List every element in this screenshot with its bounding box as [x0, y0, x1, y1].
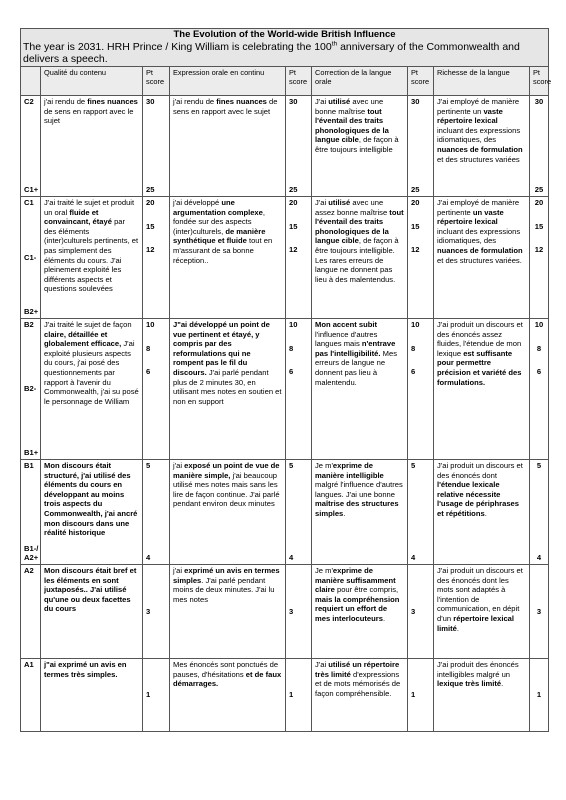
level-cell [21, 460, 41, 565]
text-segment: et des structures variées. [437, 255, 522, 265]
text-segment: Je m' [315, 566, 333, 575]
level-stack [24, 461, 37, 563]
text-segment: utilisé [328, 97, 351, 106]
score-stack [533, 198, 545, 317]
score-value: 12 [289, 245, 298, 255]
score-cell [530, 319, 549, 460]
text-segment: . [501, 679, 504, 689]
richesse-cell [434, 197, 530, 319]
text-segment: Mes erreurs de langue ne donnent pas lieu à malentendu. [315, 348, 397, 387]
intro-text [23, 41, 546, 65]
score-value: 20 [411, 198, 420, 207]
intro-before: The year is 2031. HRH Prince / King William is celebrating the 100 [23, 41, 332, 53]
text-segment: utilisé [328, 198, 351, 207]
expression-cell [170, 319, 286, 460]
score-cell [286, 659, 312, 732]
text-segment: j'ai [173, 461, 185, 470]
level-label: B2+ [24, 307, 39, 317]
score-value: 4 [536, 553, 542, 563]
score-stack [146, 566, 166, 657]
score-value: 12 [146, 245, 155, 255]
text-segment: tout en m'assurant de sa bonne réception.. [173, 236, 273, 265]
text-segment: J'ai employé de manière pertinente un [437, 97, 520, 116]
text-segment: n'entrave pas l'intelligibilité. [315, 339, 396, 358]
score-value: 5 [411, 461, 416, 470]
text-segment: et des structures variées [437, 154, 520, 164]
text-segment: fines nuances [216, 97, 267, 106]
score-cell [408, 565, 434, 659]
score-value: 15 [534, 221, 544, 231]
header-level [21, 67, 41, 96]
text-segment: l'influence d'autres langues mais [315, 329, 378, 349]
level-label: B1-/ A2+ [24, 543, 39, 563]
score-cell [286, 319, 312, 460]
score-value: 1 [146, 690, 151, 700]
score-stack [533, 461, 545, 563]
text-segment: l'étendue lexicale relative nécessite l'usage de périphrases et répétitions [437, 480, 519, 518]
correction-cell [312, 96, 408, 197]
text-segment: Mon accent subit [315, 320, 378, 329]
level-stack [24, 97, 37, 195]
text-segment: Je m' [315, 461, 333, 470]
score-stack [411, 566, 430, 657]
score-cell [530, 659, 549, 732]
level-label: C1 [24, 198, 34, 207]
level-label: B1+ [24, 448, 39, 458]
score-value: 30 [411, 97, 420, 106]
score-stack [146, 660, 166, 730]
text-segment: un vaste répertoire lexical [437, 207, 504, 227]
score-value: 3 [146, 606, 151, 616]
score-stack [411, 461, 430, 563]
score-cell [143, 96, 170, 197]
expression-cell [170, 96, 286, 197]
score-value: 25 [411, 185, 420, 195]
score-cell [408, 197, 434, 319]
score-value: 30 [534, 97, 544, 106]
score-value: 10 [146, 320, 155, 329]
rubric-row [21, 96, 549, 197]
rubric-row [21, 319, 549, 460]
score-cell [530, 197, 549, 319]
title-cell [21, 29, 549, 67]
score-value: 15 [411, 221, 420, 231]
text-segment: J'ai [315, 660, 329, 669]
score-value: 6 [536, 367, 542, 377]
text-segment: Mon discours était bref et les éléments en sont juxtaposés.. J'ai utilisé qu'une ou deux facettes du cours [44, 566, 137, 614]
score-cell [286, 197, 312, 319]
score-value: 8 [146, 343, 151, 353]
text-segment: , fondée sur des aspects (inter)culturels, [173, 207, 266, 236]
text-segment: vaste répertoire lexical [437, 106, 503, 126]
header-expression: Expression orale en continu [170, 67, 286, 96]
score-value: 20 [146, 198, 155, 207]
score-cell [530, 96, 549, 197]
score-value: 6 [289, 367, 294, 377]
level-cell [21, 96, 41, 197]
text-segment: incluant des expressions idiomatiques, des [437, 125, 521, 145]
score-value: 3 [289, 606, 294, 616]
score-cell [143, 565, 170, 659]
level-stack [24, 320, 37, 458]
header-richesse: Richesse de la langue [434, 67, 530, 96]
score-value: 5 [289, 461, 294, 470]
text-segment: Mes énoncés sont ponctués de pauses, d'hésitations [173, 660, 279, 679]
score-stack [411, 198, 430, 317]
text-segment: j'ai beaucoup utilisé mes notes mais sans les lire de façon continue. J'ai parlé pendant environ deux minutes [173, 470, 280, 509]
text-segment: J'ai produit un discours et des énoncés assez fluides, l'étendue de mon lexique [437, 320, 523, 358]
text-segment: j'ai rendu de [173, 97, 217, 106]
intro-after: anniversary of the Commonwealth and delivers a speech. [23, 41, 520, 65]
text-segment: J'ai exploité plusieurs aspects du cours, j'ai posé des questionnements par rapport à l'avenir du Commonwealth, j'ai su posé le personnage de William [44, 339, 139, 406]
level-label: C2 [24, 97, 34, 106]
level-label: A1 [24, 660, 34, 669]
correction-cell [312, 659, 408, 732]
text-segment: et de faux démarrages. [173, 669, 282, 689]
intro-sup: th [331, 40, 338, 48]
rubric-row [21, 197, 549, 319]
text-segment: une argumentation complexe [173, 198, 263, 217]
text-segment: exprime de manière suffisamment claire [315, 566, 396, 595]
score-stack [289, 97, 308, 195]
score-stack [146, 320, 166, 458]
text-segment: . [382, 613, 386, 623]
expression-cell [170, 460, 286, 565]
level-stack [24, 660, 37, 730]
score-value: 20 [534, 198, 544, 207]
qualite-cell [41, 565, 143, 659]
text-segment: J'ai [315, 97, 329, 106]
text-segment: exposé un point de vue de manière simple, [173, 461, 280, 480]
header-pt-3: Pt score [408, 67, 434, 96]
score-cell [530, 460, 549, 565]
score-value: 1 [536, 690, 542, 700]
level-cell [21, 565, 41, 659]
document-title: The Evolution of the World-wide British Influence [173, 29, 396, 40]
level-label: C1- [24, 252, 37, 262]
score-cell [143, 197, 170, 319]
score-stack [146, 198, 166, 317]
text-segment: J'ai traité le sujet et produit un oral [44, 198, 135, 217]
score-value: 4 [146, 553, 151, 563]
header-pt-4: Pt score [530, 67, 549, 96]
score-stack [533, 566, 545, 657]
header-pt-2: Pt score [286, 67, 312, 96]
header-correction: Correction de la langue orale [312, 67, 408, 96]
score-cell [286, 460, 312, 565]
text-segment: exprimé un avis en termes simples [173, 566, 280, 585]
text-segment: Mon discours était structuré, j'ai utilisé des éléments du cours en développant au moins trois aspects du Commonwealth, j'ai ancré mon discours dans une réalité historique [44, 461, 138, 538]
correction-cell [312, 319, 408, 460]
score-value: 10 [289, 320, 298, 329]
level-cell [21, 659, 41, 732]
score-value: 8 [411, 343, 416, 353]
level-cell [21, 319, 41, 460]
text-segment: d'expressions et de mots mémorisés de façon compréhensible. [315, 669, 401, 698]
text-segment: fluide et convaincant, étayé [44, 207, 112, 227]
score-stack [146, 97, 166, 195]
score-stack [289, 566, 308, 657]
text-segment: malgré l'influence d'autres langues. J'ai une bonne [315, 480, 403, 499]
header-qualite: Qualité du contenu [41, 67, 143, 96]
score-stack [289, 660, 308, 730]
text-segment: maîtrise des structures simples [315, 499, 399, 518]
qualite-cell [41, 96, 143, 197]
correction-cell [312, 565, 408, 659]
score-value: 25 [289, 185, 298, 195]
score-value: 12 [411, 245, 420, 255]
text-segment: par des éléments (inter)culturels pertinents, et pas simplement des éléments du cours. J'ai pleinement exploité les différents aspects et questions soulevées [44, 217, 139, 294]
level-label: B2- [24, 384, 37, 394]
score-value: 4 [289, 553, 294, 563]
text-segment: J'ai produit un discours et des énoncés dont [437, 461, 523, 480]
score-stack [289, 198, 308, 317]
text-segment: avec une bonne maîtrise [315, 97, 384, 116]
score-cell [143, 460, 170, 565]
score-stack [411, 320, 430, 458]
text-segment: de sens en rapport avec le sujet [44, 106, 134, 126]
header-row [21, 67, 549, 96]
score-value: 6 [146, 367, 151, 377]
expression-cell [170, 659, 286, 732]
richesse-cell [434, 659, 530, 732]
qualite-cell [41, 319, 143, 460]
header-pt-1: Pt score [143, 67, 170, 96]
score-stack [289, 320, 308, 458]
text-segment: est suffisante pour permettre précision et variété des formulations. [437, 348, 522, 387]
text-segment: , de façon à être toujours intelligible [315, 135, 399, 154]
qualite-cell [41, 659, 143, 732]
text-segment: incluant des expressions idiomatiques, des [437, 226, 521, 246]
score-stack [289, 461, 308, 563]
richesse-cell [434, 319, 530, 460]
score-value: 10 [411, 320, 420, 329]
score-stack [533, 97, 545, 195]
expression-cell [170, 565, 286, 659]
score-stack [533, 660, 545, 730]
level-label: B1 [24, 461, 34, 470]
level-stack [24, 198, 37, 317]
score-value: 15 [289, 221, 298, 231]
score-value: 3 [411, 606, 416, 616]
text-segment: J'ai produit des énoncés intelligibles malgré un [437, 660, 519, 679]
score-cell [408, 460, 434, 565]
level-label: B2 [24, 320, 34, 329]
correction-cell [312, 460, 408, 565]
score-cell [143, 659, 170, 732]
score-value: 8 [289, 343, 294, 353]
score-value: 20 [289, 198, 298, 207]
score-value: 25 [534, 185, 544, 195]
qualite-cell [41, 197, 143, 319]
rubric-row [21, 565, 549, 659]
text-segment: j'ai développé [173, 198, 222, 207]
text-segment: . [456, 623, 459, 633]
level-cell [21, 197, 41, 319]
score-value: 5 [536, 461, 542, 470]
score-stack [533, 320, 545, 458]
text-segment: utilisé un répertoire très limité [315, 660, 400, 679]
score-cell [408, 659, 434, 732]
score-stack [146, 461, 166, 563]
score-value: 5 [146, 461, 151, 470]
richesse-cell [434, 96, 530, 197]
correction-cell [312, 197, 408, 319]
text-segment: J'ai employé de manière pertinente [437, 198, 520, 217]
score-cell [286, 96, 312, 197]
text-segment: répertoire lexical limité [437, 613, 515, 633]
text-segment: de manière synthétique et fluide [173, 226, 266, 246]
score-value: 12 [534, 245, 544, 255]
score-value: 4 [411, 553, 416, 563]
text-segment: avec une assez bonne maîtrise [315, 198, 390, 217]
text-segment: J'ai [315, 198, 329, 207]
rubric-row [21, 460, 549, 565]
score-value: 6 [411, 367, 416, 377]
score-value: 8 [536, 343, 542, 353]
text-segment: exprime de manière intelligible [315, 461, 384, 480]
qualite-cell [41, 460, 143, 565]
text-segment: . [484, 508, 487, 518]
richesse-cell [434, 565, 530, 659]
text-segment: lexique très limité [437, 679, 502, 689]
text-segment: j"ai exprimé un avis en termes très simples. [44, 660, 127, 679]
text-segment: . J'ai parlé pendant moins de deux minutes. J'ai lu mes notes [173, 575, 275, 604]
score-cell [408, 96, 434, 197]
text-segment: . [343, 508, 346, 518]
level-label: A2 [24, 566, 34, 575]
score-value: 1 [411, 690, 416, 700]
text-segment: j'ai [173, 566, 185, 575]
score-value: 1 [289, 690, 294, 700]
text-segment: de sens en rapport avec le sujet [173, 97, 278, 116]
evaluation-grid [20, 28, 552, 732]
score-value: 30 [146, 97, 155, 106]
score-cell [143, 319, 170, 460]
score-value: 3 [536, 606, 542, 616]
text-segment: claire, détaillée et globalement efficace, [44, 329, 122, 349]
text-segment: nuances de formulation [437, 144, 523, 154]
text-segment: J'ai produit un discours et des énoncés dont les mots sont adaptés à l'intention de communication, en dépit d'un [437, 566, 523, 623]
rubric-row [21, 659, 549, 732]
text-segment: nuances de formulation [437, 245, 523, 255]
score-stack [411, 660, 430, 730]
richesse-cell [434, 460, 530, 565]
level-stack [24, 566, 37, 657]
text-segment: j'ai rendu de [44, 97, 88, 106]
text-segment: tout l'éventail des traits phonologiques de la langue cible [315, 207, 404, 246]
rubric-table [20, 28, 552, 732]
level-label: C1+ [24, 185, 39, 195]
text-segment: mais la compréhension requiert un effort de mes interlocuteurs [315, 594, 400, 623]
score-value: 10 [534, 320, 544, 329]
score-cell [530, 565, 549, 659]
text-segment: pour être compris, [334, 585, 399, 595]
expression-cell [170, 197, 286, 319]
text-segment: fines nuances [87, 97, 138, 106]
text-segment: J'ai parlé pendant plus de 2 minutes 30, en utilisant mes notes en soutien et non en support [173, 367, 282, 406]
score-cell [286, 565, 312, 659]
text-segment: , de façon à être toujours intelligible. Les rares erreurs de langue ne donnent pas lieu à des malentendus. [315, 236, 399, 284]
score-value: 25 [146, 185, 155, 195]
score-stack [411, 97, 430, 195]
text-segment: J"ai développé un point de vue pertinent et étayé, y compris par des reformulations qui ne rompent pas le fil du discours. [173, 320, 270, 377]
score-cell [408, 319, 434, 460]
text-segment: tout l'éventail des traits phonologiques de la langue cible [315, 106, 389, 145]
score-value: 15 [146, 221, 155, 231]
score-value: 30 [289, 97, 298, 106]
text-segment: J'ai traité le sujet de façon [44, 320, 132, 329]
